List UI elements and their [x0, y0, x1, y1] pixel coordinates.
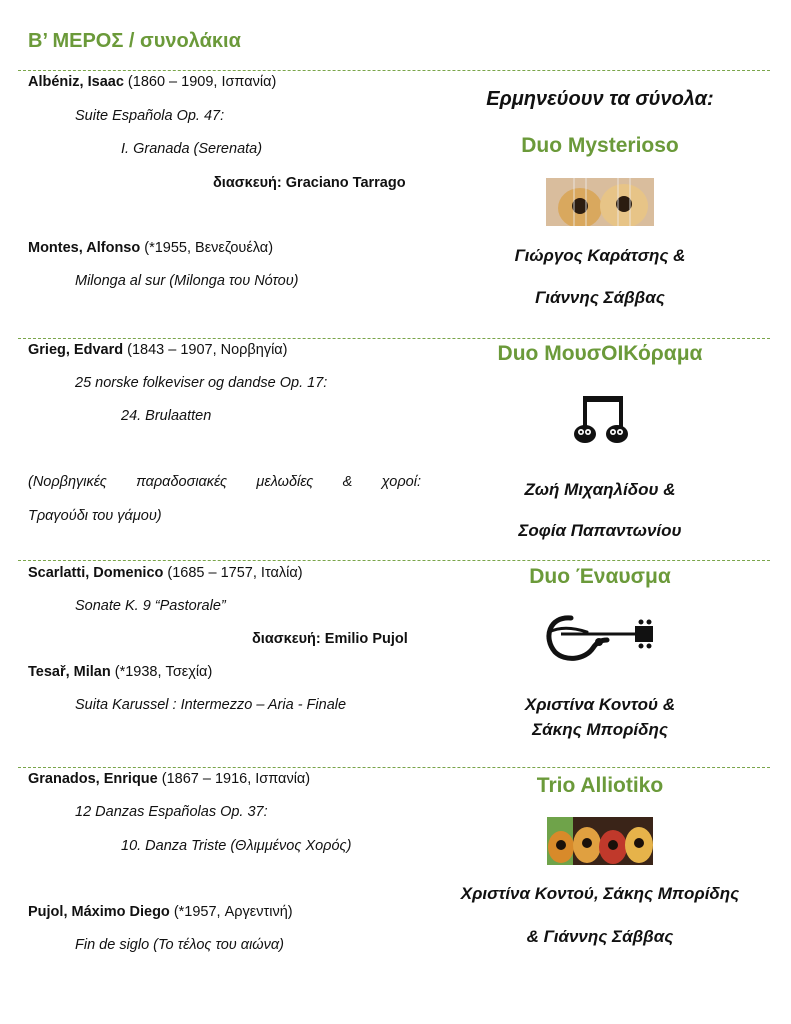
section-divider	[18, 767, 770, 768]
performer-name: Σάκης Μπορίδης	[532, 720, 668, 739]
movement-title: 24. Brulaatten	[121, 408, 212, 424]
composer-name: Tesař, Milan	[28, 664, 111, 680]
section-divider	[18, 338, 770, 339]
guitars-photo	[546, 178, 654, 226]
ensemble-name: Duo Έναυσμα	[529, 565, 671, 588]
composer-details: (1685 – 1757, Ιταλία)	[163, 565, 303, 581]
performer-name: Σοφία Παπαντωνίου	[518, 521, 682, 540]
composer-name: Montes, Alfonso	[28, 240, 141, 256]
performer-name: Γιώργος Καράτσης &	[514, 246, 686, 265]
composer-details: (*1955, Βενεζουέλα)	[140, 240, 274, 256]
arrangement-line	[213, 175, 406, 191]
composer-details: (*1938, Τσεχία)	[110, 664, 213, 680]
music-note-faces-icon	[571, 394, 631, 446]
movement-title: I. Granada (Serenata)	[121, 141, 263, 157]
composer-name: Albéniz, Isaac	[28, 74, 124, 90]
arrangement-line	[252, 631, 408, 647]
arrangement-label: διασκευή:	[213, 175, 282, 191]
composer-line	[28, 342, 288, 358]
composer-name: Scarlatti, Domenico	[28, 565, 164, 581]
composer-name: Grieg, Edvard	[28, 342, 124, 358]
ensemble-name: Trio Alliotiko	[536, 774, 664, 797]
performer-name: & Γιάννης Σάββας	[526, 927, 674, 946]
composer-name: Granados, Enrique	[28, 771, 158, 787]
composer-name: Pujol, Máximo Diego	[28, 904, 170, 920]
composer-details: (1860 – 1909, Ισπανία)	[123, 74, 277, 90]
note-line: Τραγούδι του γάμου)	[28, 508, 162, 524]
work-title: 12 Danzas Españolas Op. 37:	[75, 804, 268, 820]
performers-header: Ερμηνεύουν τα σύνολα:	[486, 88, 714, 110]
composer-line	[28, 664, 212, 680]
composer-line	[28, 565, 303, 581]
arrangement-name: Emilio Pujol	[320, 631, 408, 647]
work-title: Suite Española Op. 47:	[75, 108, 225, 124]
section-divider	[18, 560, 770, 561]
work-title: Fin de siglo (Το τέλος του αιώνα)	[75, 937, 284, 953]
performer-name: Χριστίνα Κοντού &	[524, 695, 676, 714]
composer-details: (1867 – 1916, Ισπανία)	[157, 771, 311, 787]
work-title: Milonga al sur (Milonga του Νότου)	[75, 273, 299, 289]
ensemble-name: Duo ΜουσΟΙΚόραμα	[497, 342, 703, 365]
composer-line	[28, 904, 293, 920]
performer-name: Χριστίνα Κοντού, Σάκης Μπορίδης	[460, 884, 740, 903]
colorful-guitars-photo	[547, 817, 653, 865]
work-title: Suita Karussel : Intermezzo – Aria - Finale	[75, 697, 347, 713]
composer-details: (*1957, Αργεντινή)	[169, 904, 293, 920]
performer-name: Ζωή Μιχαηλίδου &	[524, 480, 676, 499]
composer-details: (1843 – 1907, Νορβηγία)	[123, 342, 288, 358]
performer-name: Γιάννης Σάββας	[535, 288, 665, 307]
page-heading: Β’ ΜΕΡΟΣ / συνολάκια	[28, 30, 241, 52]
composer-line	[28, 771, 310, 787]
work-title: 25 norske folkeviser og dandse Op. 17:	[75, 375, 328, 391]
note-line: (Νορβηγικές παραδοσιακές μελωδίες & χοροί:	[28, 474, 421, 490]
arrangement-name: Graciano Tarrago	[281, 175, 406, 191]
ensemble-name: Duo Mysterioso	[521, 134, 679, 157]
work-title: Sonate K. 9 “Pastorale”	[75, 598, 226, 614]
arrangement-label: διασκευή:	[252, 631, 321, 647]
composer-line	[28, 240, 273, 256]
composer-line	[28, 74, 276, 90]
section-divider	[18, 70, 770, 71]
guitar-brush-logo-icon	[541, 608, 659, 664]
movement-title: 10. Danza Triste (Θλιμμένος Χορός)	[121, 838, 352, 854]
